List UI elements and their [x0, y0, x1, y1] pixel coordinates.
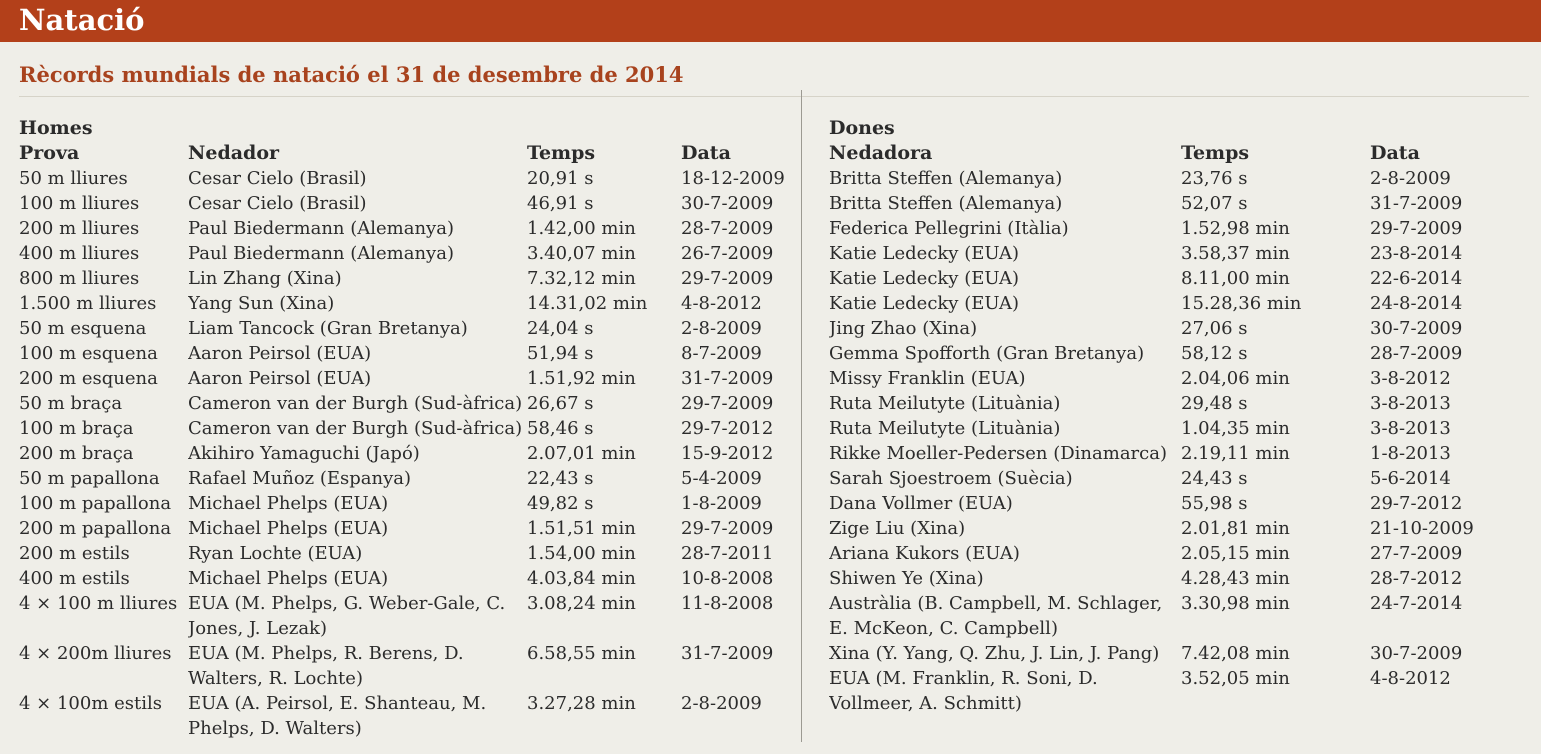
time-cell: 22,43 s — [527, 468, 594, 489]
table-row — [19, 416, 789, 441]
table-row — [19, 566, 789, 591]
time-cell: 1.42,00 min — [527, 218, 636, 239]
table-row — [829, 666, 1529, 716]
date-cell: 29-7-2009 — [681, 393, 774, 414]
table-header-row — [19, 141, 789, 166]
swimmer-cell: Michael Phelps (EUA) — [188, 568, 389, 589]
swimmer-cell: Ariana Kukors (EUA) — [829, 543, 1020, 564]
event-cell: 100 m lliures — [19, 193, 140, 214]
table-row — [19, 316, 789, 341]
event-cell: 50 m lliures — [19, 168, 128, 189]
date-cell: 10-8-2008 — [681, 568, 774, 589]
time-cell: 6.58,55 min — [527, 643, 636, 664]
swimmer-cell: Cesar Cielo (Brasil) — [188, 193, 367, 214]
swimmer-cell: Jing Zhao (Xina) — [829, 318, 978, 339]
swimmer-cell: Zige Liu (Xina) — [829, 518, 966, 539]
women-records-section — [829, 116, 1529, 716]
header-rule — [19, 96, 1529, 97]
date-cell: 29-7-2012 — [681, 418, 774, 439]
time-cell: 4.03,84 min — [527, 568, 636, 589]
table-row — [19, 266, 789, 291]
table-row — [19, 466, 789, 491]
table-row — [829, 391, 1529, 416]
table-row — [19, 216, 789, 241]
event-cell: 4 × 100m estils — [19, 693, 162, 714]
time-cell: 20,91 s — [527, 168, 594, 189]
swimmer-cell: Rikke Moeller-Pedersen (Dinamarca) — [829, 443, 1167, 464]
table-row — [829, 591, 1529, 641]
table-row — [19, 491, 789, 516]
table-row — [19, 241, 789, 266]
time-cell: 2.01,81 min — [1181, 518, 1290, 539]
date-cell: 15-9-2012 — [681, 443, 774, 464]
swimmer-cell: Cameron van der Burgh (Sud-àfrica) — [188, 393, 523, 414]
swimmer-cell: Aaron Peirsol (EUA) — [188, 343, 372, 364]
men-records-section — [19, 116, 789, 741]
table-row — [829, 641, 1529, 666]
women-section-label: Dones — [829, 117, 895, 139]
swimmer-cell: Shiwen Ye (Xina) — [829, 568, 984, 589]
time-cell: 3.30,98 min — [1181, 593, 1290, 614]
event-cell: 100 m papallona — [19, 493, 172, 514]
date-cell: 29-7-2012 — [1370, 493, 1463, 514]
event-cell: 400 m estils — [19, 568, 130, 589]
time-cell: 14.31,02 min — [527, 293, 648, 314]
time-cell: 8.11,00 min — [1181, 268, 1290, 289]
column-divider — [801, 90, 802, 742]
event-cell: 4 × 200m lliures — [19, 643, 172, 664]
date-cell: 3-8-2012 — [1370, 368, 1451, 389]
page-title: Natació — [19, 3, 145, 37]
swimmer-cell: Britta Steffen (Alemanya) — [829, 193, 1063, 214]
table-row — [829, 366, 1529, 391]
time-cell: 24,43 s — [1181, 468, 1248, 489]
table-row — [19, 191, 789, 216]
swimmer-cell: Cameron van der Burgh (Sud-àfrica) — [188, 418, 523, 439]
date-cell: 1-8-2013 — [1370, 443, 1451, 464]
table-header-row — [829, 141, 1529, 166]
table-row — [829, 316, 1529, 341]
table-row — [829, 416, 1529, 441]
table-row — [19, 441, 789, 466]
table-row — [19, 516, 789, 541]
time-cell: 3.52,05 min — [1181, 668, 1290, 689]
swimmer-cell: Ryan Lochte (EUA) — [188, 543, 363, 564]
swimmer-cell: Dana Vollmer (EUA) — [829, 493, 1013, 514]
date-cell: 31-7-2009 — [681, 643, 774, 664]
table-row — [829, 566, 1529, 591]
swimmer-cell: Britta Steffen (Alemanya) — [829, 168, 1063, 189]
header-time: Temps — [1181, 142, 1250, 164]
time-cell: 27,06 s — [1181, 318, 1248, 339]
event-cell: 200 m estils — [19, 543, 130, 564]
swimmer-cell: Ruta Meilutyte (Lituània) — [829, 418, 1061, 439]
swimmer-cell: EUA (M. Phelps, R. Berens, D. Walters, R. Lochte) — [188, 643, 464, 689]
event-cell: 50 m esquena — [19, 318, 147, 339]
header-date: Data — [681, 142, 731, 164]
date-cell: 11-8-2008 — [681, 593, 774, 614]
table-row — [829, 266, 1529, 291]
header-swimmer: Nedadora — [829, 142, 933, 164]
time-cell: 51,94 s — [527, 343, 594, 364]
time-cell: 2.04,06 min — [1181, 368, 1290, 389]
date-cell: 28-7-2009 — [1370, 343, 1463, 364]
swimmer-cell: Gemma Spofforth (Gran Bretanya) — [829, 343, 1145, 364]
swimmer-cell: EUA (M. Phelps, G. Weber-Gale, C. Jones, J. Lezak) — [188, 593, 506, 639]
time-cell: 2.19,11 min — [1181, 443, 1290, 464]
header-banner — [0, 0, 1541, 42]
swimmer-cell: Liam Tancock (Gran Bretanya) — [188, 318, 468, 339]
swimmer-cell: Missy Franklin (EUA) — [829, 368, 1026, 389]
date-cell: 2-8-2009 — [1370, 168, 1451, 189]
date-cell: 30-7-2009 — [681, 193, 774, 214]
table-row — [19, 341, 789, 366]
event-cell: 200 m papallona — [19, 518, 172, 539]
swimmer-cell: EUA (A. Peirsol, E. Shanteau, M. Phelps, D. Walters) — [188, 693, 487, 739]
table-row — [829, 191, 1529, 216]
time-cell: 2.07,01 min — [527, 443, 636, 464]
time-cell: 1.52,98 min — [1181, 218, 1290, 239]
time-cell: 29,48 s — [1181, 393, 1248, 414]
swimmer-cell: Katie Ledecky (EUA) — [829, 268, 1020, 289]
date-cell: 1-8-2009 — [681, 493, 762, 514]
date-cell: 29-7-2009 — [681, 518, 774, 539]
table-row — [19, 691, 789, 741]
event-cell: 50 m braça — [19, 393, 123, 414]
swimmer-cell: Katie Ledecky (EUA) — [829, 243, 1020, 264]
time-cell: 46,91 s — [527, 193, 594, 214]
date-cell: 28-7-2009 — [681, 218, 774, 239]
swimmer-cell: Federica Pellegrini (Itàlia) — [829, 218, 1069, 239]
time-cell: 3.08,24 min — [527, 593, 636, 614]
swimmer-cell: Akihiro Yamaguchi (Japó) — [188, 443, 420, 464]
date-cell: 5-4-2009 — [681, 468, 762, 489]
table-row — [829, 541, 1529, 566]
time-cell: 15.28,36 min — [1181, 293, 1302, 314]
time-cell: 2.05,15 min — [1181, 543, 1290, 564]
event-cell: 200 m braça — [19, 443, 134, 464]
event-cell: 400 m lliures — [19, 243, 140, 264]
date-cell: 4-8-2012 — [1370, 668, 1451, 689]
time-cell: 7.32,12 min — [527, 268, 636, 289]
swimmer-cell: Ruta Meilutyte (Lituània) — [829, 393, 1061, 414]
time-cell: 3.40,07 min — [527, 243, 636, 264]
date-cell: 28-7-2011 — [681, 543, 774, 564]
time-cell: 3.27,28 min — [527, 693, 636, 714]
date-cell: 24-7-2014 — [1370, 593, 1463, 614]
time-cell: 4.28,43 min — [1181, 568, 1290, 589]
swimmer-cell: Cesar Cielo (Brasil) — [188, 168, 367, 189]
date-cell: 3-8-2013 — [1370, 393, 1451, 414]
time-cell: 24,04 s — [527, 318, 594, 339]
table-row — [19, 166, 789, 191]
table-row — [19, 291, 789, 316]
men-section-label: Homes — [19, 117, 93, 139]
time-cell: 52,07 s — [1181, 193, 1248, 214]
swimmer-cell: Aaron Peirsol (EUA) — [188, 368, 372, 389]
date-cell: 21-10-2009 — [1370, 518, 1474, 539]
event-cell: 200 m esquena — [19, 368, 158, 389]
table-row — [19, 541, 789, 566]
time-cell: 7.42,08 min — [1181, 643, 1290, 664]
date-cell: 22-6-2014 — [1370, 268, 1463, 289]
header-date: Data — [1370, 142, 1420, 164]
swimmer-cell: Michael Phelps (EUA) — [188, 518, 389, 539]
date-cell: 30-7-2009 — [1370, 318, 1463, 339]
event-cell: 50 m papallona — [19, 468, 160, 489]
men-records-table — [19, 141, 789, 741]
date-cell: 5-6-2014 — [1370, 468, 1451, 489]
table-row — [829, 291, 1529, 316]
date-cell: 18-12-2009 — [681, 168, 785, 189]
date-cell: 31-7-2009 — [1370, 193, 1463, 214]
date-cell: 26-7-2009 — [681, 243, 774, 264]
women-records-table — [829, 141, 1529, 716]
table-row — [19, 366, 789, 391]
header-event: Prova — [19, 142, 80, 164]
time-cell: 3.58,37 min — [1181, 243, 1290, 264]
table-row — [829, 241, 1529, 266]
time-cell: 26,67 s — [527, 393, 594, 414]
time-cell: 55,98 s — [1181, 493, 1248, 514]
swimmer-cell: EUA (M. Franklin, R. Soni, D. Vollmeer, A. Schmitt) — [829, 668, 1098, 714]
time-cell: 1.51,92 min — [527, 368, 636, 389]
date-cell: 31-7-2009 — [681, 368, 774, 389]
date-cell: 2-8-2009 — [681, 693, 762, 714]
swimmer-cell: Paul Biedermann (Alemanya) — [188, 218, 454, 239]
swimmer-cell: Paul Biedermann (Alemanya) — [188, 243, 454, 264]
date-cell: 2-8-2009 — [681, 318, 762, 339]
records-subtitle: Rècords mundials de natació el 31 de desembre de 2014 — [19, 62, 684, 87]
table-row — [829, 466, 1529, 491]
swimmer-cell: Xina (Y. Yang, Q. Zhu, J. Lin, J. Pang) — [829, 643, 1160, 664]
table-row — [19, 591, 789, 641]
date-cell: 29-7-2009 — [1370, 218, 1463, 239]
swimmer-cell: Yang Sun (Xina) — [188, 293, 335, 314]
date-cell: 29-7-2009 — [681, 268, 774, 289]
header-time: Temps — [527, 142, 596, 164]
table-row — [19, 641, 789, 691]
swimmer-cell: Michael Phelps (EUA) — [188, 493, 389, 514]
event-cell: 4 × 100 m lliures — [19, 593, 178, 614]
time-cell: 1.04,35 min — [1181, 418, 1290, 439]
time-cell: 23,76 s — [1181, 168, 1248, 189]
table-row — [829, 491, 1529, 516]
event-cell: 1.500 m lliures — [19, 293, 157, 314]
table-row — [829, 166, 1529, 191]
table-row — [829, 516, 1529, 541]
date-cell: 4-8-2012 — [681, 293, 762, 314]
time-cell: 49,82 s — [527, 493, 594, 514]
time-cell: 58,12 s — [1181, 343, 1248, 364]
table-row — [829, 441, 1529, 466]
swimmer-cell: Sarah Sjoestroem (Suècia) — [829, 468, 1073, 489]
date-cell: 27-7-2009 — [1370, 543, 1463, 564]
time-cell: 1.54,00 min — [527, 543, 636, 564]
table-row — [19, 391, 789, 416]
date-cell: 28-7-2012 — [1370, 568, 1463, 589]
date-cell: 3-8-2013 — [1370, 418, 1451, 439]
event-cell: 100 m esquena — [19, 343, 158, 364]
table-row — [829, 216, 1529, 241]
date-cell: 23-8-2014 — [1370, 243, 1463, 264]
table-row — [829, 341, 1529, 366]
date-cell: 30-7-2009 — [1370, 643, 1463, 664]
event-cell: 800 m lliures — [19, 268, 140, 289]
header-swimmer: Nedador — [188, 142, 280, 164]
swimmer-cell: Austràlia (B. Campbell, M. Schlager, E. McKeon, C. Campbell) — [829, 593, 1163, 639]
date-cell: 24-8-2014 — [1370, 293, 1463, 314]
swimmer-cell: Katie Ledecky (EUA) — [829, 293, 1020, 314]
event-cell: 200 m lliures — [19, 218, 140, 239]
time-cell: 58,46 s — [527, 418, 594, 439]
date-cell: 8-7-2009 — [681, 343, 762, 364]
event-cell: 100 m braça — [19, 418, 134, 439]
time-cell: 1.51,51 min — [527, 518, 636, 539]
swimmer-cell: Lin Zhang (Xina) — [188, 268, 342, 289]
swimmer-cell: Rafael Muñoz (Espanya) — [188, 468, 412, 489]
